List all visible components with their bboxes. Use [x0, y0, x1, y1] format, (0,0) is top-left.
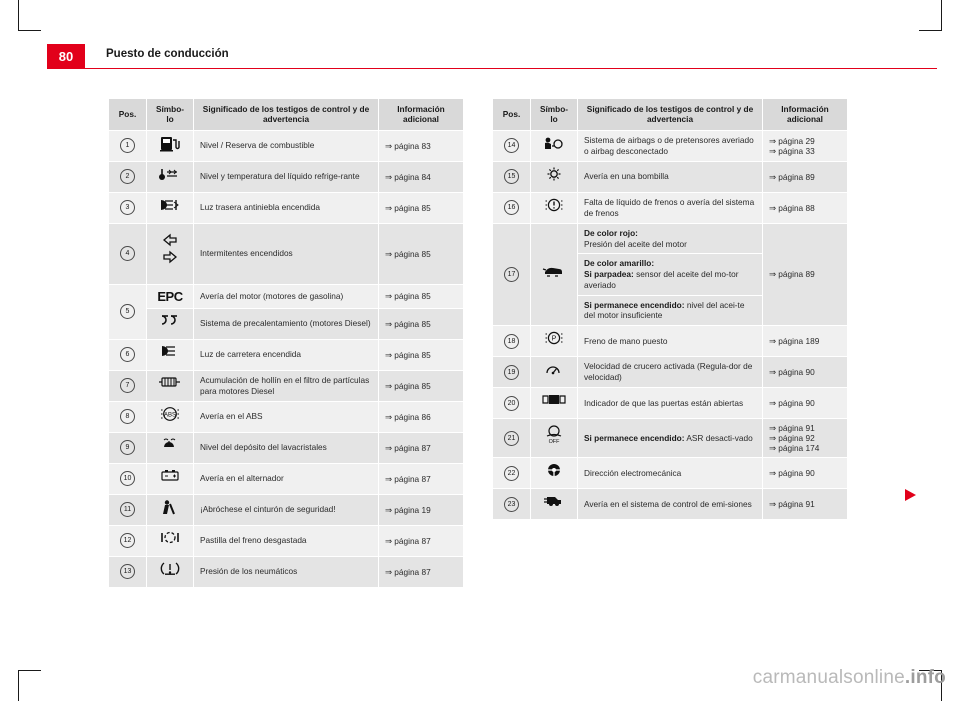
row-position: 21	[493, 419, 531, 458]
epc-icon: EPC	[147, 284, 194, 308]
row-reference: ⇒ página 89	[763, 223, 848, 325]
coolant-temp-icon	[147, 161, 194, 192]
column-header-symbol: Símbo- lo	[147, 99, 194, 131]
row-position: 3	[109, 192, 147, 223]
row-reference: ⇒ página 83	[379, 130, 464, 161]
row-description: Pastilla del freno desgastada	[194, 525, 379, 556]
row-description-steady	[578, 295, 763, 326]
asr-off-icon	[531, 419, 578, 458]
table-row	[109, 432, 464, 463]
row-reference: ⇒ página 91	[763, 489, 848, 520]
oil-blink-label: Si parpadea:	[584, 269, 634, 280]
table-row	[109, 370, 464, 401]
row-position: 10	[109, 463, 147, 494]
column-header-pos: Pos.	[109, 99, 147, 131]
table-row	[109, 130, 464, 161]
row-description: Luz de carretera encendida	[194, 339, 379, 370]
row-reference: ⇒ página 88	[763, 192, 848, 223]
column-header-symbol: Símbo- lo	[531, 99, 578, 131]
glow-plug-icon	[147, 308, 194, 339]
row-description: Avería en el ABS	[194, 401, 379, 432]
row-position: 4	[109, 223, 147, 284]
row-description: Nivel y temperatura del líquido refrige-rante	[194, 161, 379, 192]
row-reference: ⇒ página 85	[379, 284, 464, 308]
row-position: 20	[493, 388, 531, 419]
row-reference: ⇒ página 90	[763, 458, 848, 489]
oil-red-label: De color rojo:	[584, 227, 638, 238]
turn-signals-icon	[147, 223, 194, 284]
brake-system-icon	[531, 192, 578, 223]
door-open-icon	[531, 388, 578, 419]
fuel-pump-icon	[147, 130, 194, 161]
row-position: 23	[493, 489, 531, 520]
table-row	[493, 388, 848, 419]
emissions-icon	[531, 489, 578, 520]
row-description: Nivel del depósito del lavacristales	[194, 432, 379, 463]
row-reference: ⇒ página 87	[379, 432, 464, 463]
warning-lights-table-left	[108, 98, 464, 588]
brake-pad-icon	[147, 525, 194, 556]
row-position: 2	[109, 161, 147, 192]
row-reference: ⇒ página 85	[379, 192, 464, 223]
oil-yellow-label: De color amarillo:	[584, 258, 655, 269]
watermark-suffix: .info	[904, 667, 946, 688]
row-description: Luz trasera antiniebla encendida	[194, 192, 379, 223]
oil-steady-text: nivel del acei-te del motor insuficiente	[584, 299, 745, 321]
table-header-row	[109, 99, 464, 131]
row-description: Sistema de airbags o de pretensores averiado o airbag desconectado	[578, 130, 763, 161]
table-row	[109, 494, 464, 525]
high-beam-icon	[147, 339, 194, 370]
row-description	[578, 419, 763, 458]
row-position: 22	[493, 458, 531, 489]
row-description: Intermitentes encendidos	[194, 223, 379, 284]
row-description: Presión de los neumáticos	[194, 556, 379, 587]
rear-fog-lamp-icon	[147, 192, 194, 223]
row-description-yellow	[578, 254, 763, 295]
row-description: Avería en el sistema de control de emi-siones	[578, 489, 763, 520]
row-position: 19	[493, 357, 531, 388]
table-row	[109, 339, 464, 370]
row-reference: ⇒ página 85	[379, 370, 464, 401]
row-reference: ⇒ página 85	[379, 339, 464, 370]
row-position: 14	[493, 130, 531, 161]
table-row	[109, 463, 464, 494]
row-position: 13	[109, 556, 147, 587]
table-row	[493, 419, 848, 458]
row-position: 15	[493, 161, 531, 192]
table-row	[493, 223, 848, 254]
page-title: Puesto de conducción	[106, 48, 229, 60]
row-description: Acumulación de hollín en el filtro de partículas para motores Diesel	[194, 370, 379, 401]
crop-mark-top-right	[919, 0, 942, 31]
table-row	[109, 192, 464, 223]
cruise-control-icon	[531, 357, 578, 388]
bulb-failure-icon	[531, 161, 578, 192]
table-row	[493, 458, 848, 489]
row-position: 5	[109, 284, 147, 339]
table-header-row	[493, 99, 848, 131]
warning-lights-table-right	[492, 98, 848, 520]
row-reference: ⇒ página 85	[379, 308, 464, 339]
row-description-red	[578, 223, 763, 254]
row-reference: ⇒ página 87	[379, 463, 464, 494]
svg-text:P: P	[551, 335, 557, 343]
page-number: 80	[47, 44, 85, 68]
row-reference: ⇒ página 87	[379, 556, 464, 587]
row-position: 7	[109, 370, 147, 401]
row-reference: ⇒ página 84	[379, 161, 464, 192]
crop-mark-bottom-left	[18, 670, 41, 701]
washer-fluid-icon	[147, 432, 194, 463]
abs-icon	[147, 401, 194, 432]
row-description: ¡Abróchese el cinturón de seguridad!	[194, 494, 379, 525]
row-reference: ⇒ página 91 ⇒ página 92 ⇒ página 174	[763, 419, 848, 458]
row-position: 17	[493, 223, 531, 325]
alternator-icon	[147, 463, 194, 494]
row-position: 6	[109, 339, 147, 370]
tire-pressure-icon	[147, 556, 194, 587]
oil-blink-text: sensor del aceite del mo-tor averiado	[584, 269, 739, 290]
row-reference: ⇒ página 86	[379, 401, 464, 432]
row-reference: ⇒ página 90	[763, 357, 848, 388]
row-reference: ⇒ página 85	[379, 223, 464, 284]
row-reference: ⇒ página 189	[763, 326, 848, 357]
row-reference: ⇒ página 87	[379, 525, 464, 556]
row-description: Avería en el alternador	[194, 463, 379, 494]
seat-belt-icon	[147, 494, 194, 525]
table-row	[493, 489, 848, 520]
watermark-text: carmanualsonline	[752, 667, 905, 688]
row-description: Dirección electromecánica	[578, 458, 763, 489]
svg-text:ABS: ABS	[163, 412, 177, 419]
svg-text:OFF: OFF	[548, 439, 560, 445]
column-header-info: Información adicional	[379, 99, 464, 131]
table-row	[493, 357, 848, 388]
column-header-info: Información adicional	[763, 99, 848, 131]
row-position: 12	[109, 525, 147, 556]
row-position: 8	[109, 401, 147, 432]
row-description: Indicador de que las puertas están abiertas	[578, 388, 763, 419]
table-row	[493, 192, 848, 223]
continuation-arrow-icon	[905, 489, 916, 501]
table-row	[109, 525, 464, 556]
row-position: 18	[493, 326, 531, 357]
row-reference: ⇒ página 89	[763, 161, 848, 192]
asr-steady-label: Si permanece encendido:	[584, 432, 685, 443]
airbag-icon	[531, 130, 578, 161]
row-description: Sistema de precalentamiento (motores Diesel)	[194, 308, 379, 339]
diesel-particulate-filter-icon	[147, 370, 194, 401]
crop-mark-top-left	[18, 0, 41, 31]
table-row	[493, 130, 848, 161]
column-header-meaning: Significado de los testigos de control y de advertencia	[194, 99, 379, 131]
table-row	[109, 401, 464, 432]
row-position: 16	[493, 192, 531, 223]
table-row	[493, 326, 848, 357]
row-position: 9	[109, 432, 147, 463]
row-description: Avería del motor (motores de gasolina)	[194, 284, 379, 308]
row-reference: ⇒ página 29 ⇒ página 33	[763, 130, 848, 161]
column-header-pos: Pos.	[493, 99, 531, 131]
oil-pressure-icon	[531, 223, 578, 325]
row-description: Falta de líquido de frenos o avería del sistema de frenos	[578, 192, 763, 223]
table-row	[109, 308, 464, 339]
row-description: Avería en una bombilla	[578, 161, 763, 192]
table-row	[493, 161, 848, 192]
row-position: 1	[109, 130, 147, 161]
table-row	[109, 223, 464, 284]
oil-red-text: Presión del aceite del motor	[584, 238, 687, 249]
table-row	[109, 556, 464, 587]
row-description: Velocidad de crucero activada (Regula-dor de velocidad)	[578, 357, 763, 388]
row-reference: ⇒ página 90	[763, 388, 848, 419]
row-position: 11	[109, 494, 147, 525]
watermark	[753, 667, 946, 689]
row-description: Freno de mano puesto	[578, 326, 763, 357]
table-row	[109, 161, 464, 192]
table-row	[109, 284, 464, 308]
oil-steady-label: Si permanece encendido:	[584, 299, 685, 310]
steering-icon	[531, 458, 578, 489]
asr-steady-text: ASR desacti-vado	[684, 432, 753, 443]
row-description: Nivel / Reserva de combustible	[194, 130, 379, 161]
column-header-meaning: Significado de los testigos de control y de advertencia	[578, 99, 763, 131]
parking-brake-icon	[531, 326, 578, 357]
row-reference: ⇒ página 19	[379, 494, 464, 525]
header-divider	[47, 68, 937, 69]
